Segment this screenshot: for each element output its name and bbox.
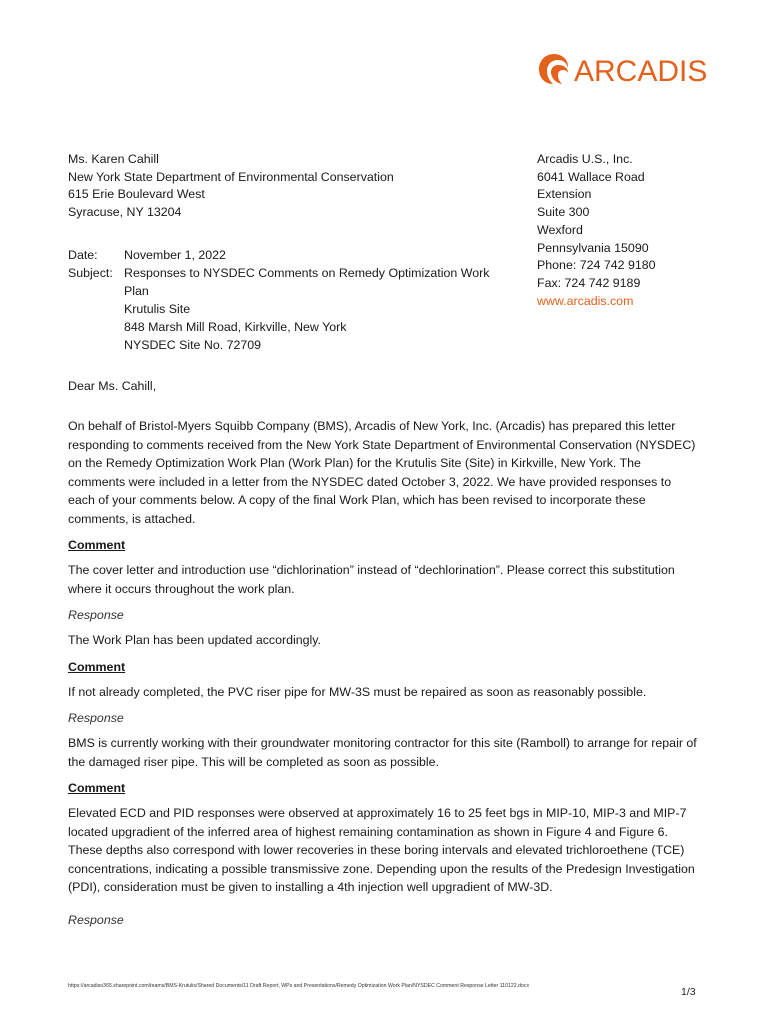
recipient-street: 615 Erie Boulevard West [68, 187, 205, 201]
subject-label: Subject: [68, 266, 113, 280]
arcadis-logo-mark [539, 54, 568, 84]
response-heading: Response [68, 912, 124, 927]
date-row [68, 246, 504, 264]
subject-line: NYSDEC Site No. 72709 [124, 338, 262, 352]
comment-item-3 [68, 779, 698, 929]
sender-address [537, 151, 656, 310]
sender-line: Wexford [537, 222, 583, 237]
comment-heading: Comment [68, 538, 126, 552]
comment-text: Elevated ECD and PID responses were observed at approximately 16 to 25 feet bgs in MIP-10, MIP-3 and MIP-7 located upgradient of the inferred area of highest remaining contamination as shown in Figure 4 and Figure 6. These depths also correspond with lower recoveries in these boring intervals and elevated trichloroethene (TCE) concentrations, indicating a possible transmissive zone. Depending upon the results of the Predesign Investigation (PDI), consideration must be given to installing a 4th injection well upgradient of MW-3D. [68, 806, 695, 894]
sender-line: Arcadis U.S., Inc. [537, 152, 633, 166]
recipient-city: Syracuse, NY 13204 [68, 204, 182, 219]
sender-line: Extension [537, 187, 592, 202]
comment-text: If not already completed, the PVC riser pipe for MW-3S must be repaired as soon as reasonably possible. [68, 684, 647, 699]
response-text: BMS is currently working with their groundwater monitoring contractor for this site (Ramboll) to arrange for repair of the damaged riser pipe. This will be completed as soon as possible. [68, 736, 697, 769]
footer-document-path: https://arcadiso365.sharepoint.com/teams/BMS-Krutulis/Shared Documents/11 Draft Report, WPs and Presentations/Remedy Optimization Work Plan/NYSDEC Comment Response Letter 110122.docx [68, 983, 530, 989]
logo-wordmark: ARCADIS [574, 55, 708, 86]
salutation: Dear Ms. Cahill, [68, 379, 157, 393]
website-link[interactable]: www.arcadis.com [537, 293, 634, 308]
letter-meta [68, 246, 504, 354]
response-text: The Work Plan has been updated accordingly. [68, 633, 322, 647]
comment-item-2 [68, 658, 698, 772]
sender-fax: Fax: 724 742 9189 [537, 275, 641, 290]
subject-row [68, 264, 504, 354]
sender-line: 6041 Wallace Road [537, 169, 645, 184]
response-heading: Response [68, 608, 124, 622]
subject-line: 848 Marsh Mill Road, Kirkville, New York [124, 320, 347, 334]
intro-paragraph: On behalf of Bristol-Myers Squibb Company (BMS), Arcadis of New York, Inc. (Arcadis) has prepared this letter responding to comments received from the New York State Department of Environmental Conservation (NYSDEC) on the Remedy Optimization Work Plan (Work Plan) for the Krutulis Site (Site) in Kirkville, New York. The comments were included in a letter from the NYSDEC dated October 3, 2022. We have provided responses to each of your comments below. A copy of the final Work Plan, which has been revised to incorporate these comments, is attached. [68, 419, 696, 526]
recipient-address [68, 151, 394, 221]
subject-value [124, 264, 504, 354]
sender-line: Pennsylvania 15090 [537, 240, 649, 255]
sender-phone: Phone: 724 742 9180 [537, 258, 656, 273]
comment-text: The cover letter and introduction use “dichlorination” instead of “dechlorination”. Please correct this substitution where it occurs throughout the work plan. [68, 563, 675, 596]
letter-body [68, 377, 698, 936]
recipient-organization: New York State Department of Environmental Conservation [68, 169, 394, 184]
date-label: Date: [68, 248, 98, 262]
comment-heading: Comment [68, 659, 126, 674]
subject-line: Responses to NYSDEC Comments on Remedy Optimization Work Plan [124, 266, 490, 298]
comment-heading: Comment [68, 781, 126, 795]
comment-item-1 [68, 536, 698, 650]
subject-line: Krutulis Site [124, 302, 191, 316]
date-value: November 1, 2022 [124, 248, 226, 262]
response-heading: Response [68, 711, 124, 725]
arcadis-logo [538, 52, 720, 86]
sender-line: Suite 300 [537, 205, 590, 220]
page-number: 1/3 [681, 986, 696, 998]
recipient-name: Ms. Karen Cahill [68, 152, 159, 166]
